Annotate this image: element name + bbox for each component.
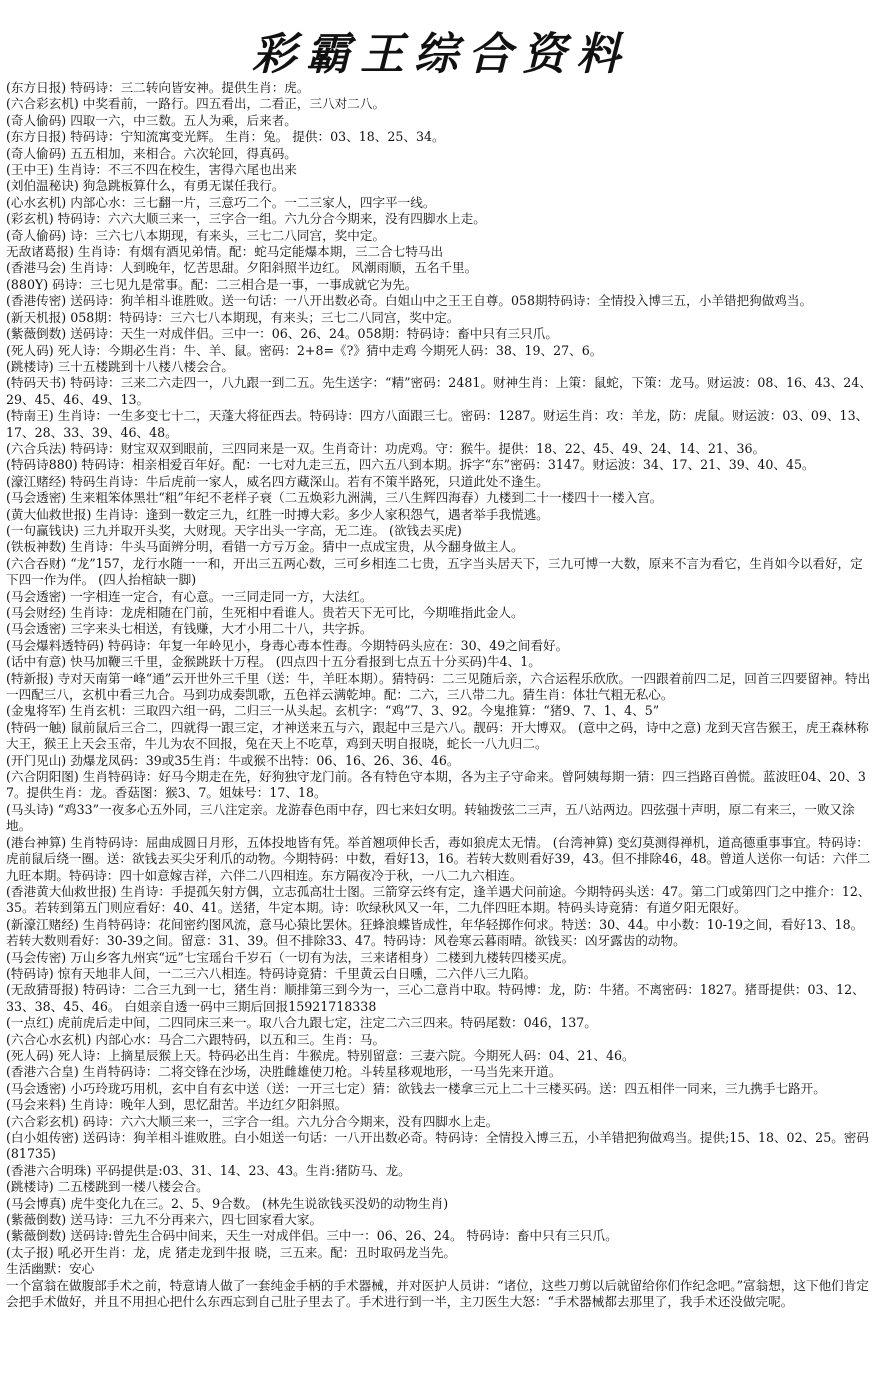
tip-line: (香港六合皇) 生肖特码诗：二将交锋在沙场，决胜雌雄使刀枪。斗转星移观地形，一马当先来开道。 [6, 1064, 562, 1080]
tip-line: (跳楼诗) 二五楼跳到一楼八楼会合。 [6, 1179, 209, 1195]
tip-line: (马会透密) 一字相连一定合，有心意。一三同走同一方，大法红。 [6, 588, 373, 604]
tip-line: 无敌诸葛报) 生肖诗：有烟有酒见弟情。配：蛇马定能爆本期，三二合七特马出 [6, 244, 444, 260]
tip-line: (心水玄机) 内部心水：三七翻一片，三意巧二个。一二三家人，四字平一线。 [6, 194, 436, 210]
tip-line: (马会透密) 三字来头七相送，有钱赚，大才小用二十八，共字拆。 [6, 621, 373, 637]
tip-line: (六合彩玄机) 中奖看前，一路行。四五看出，二看正，三八对二八。 [6, 96, 386, 112]
tip-line: (彩玄机) 特码诗：六六大顺三来一，三字合一组。六九分合今期来，没有四脚水上走。 [6, 211, 486, 227]
tip-line: (马会透密) 小巧玲珑巧用机，玄中自有玄中送（送：一开三七定）猜：欲钱去一楼拿三元上二十三楼买码。送：四五相伴一同来，三九携手七路开。 [6, 1080, 826, 1096]
tip-line: (新天机报) 058期：特码诗：三六七八本期现，有来头；三七二八同宫，奖中定。 [6, 309, 460, 325]
tip-line: (马头诗) “鸡33”一夜多心五外同，三八注定亲。龙游春色雨中存，四七来妇女明。转轴拨弦二三声，五八站两边。四弦强十声明，原二有来三，一败又涂地。 [6, 801, 855, 834]
tip-line: (六合彩玄机) 码诗：六六大顺三来一，三字合一组。六九分合今期来，没有四脚水上走。 [6, 1113, 499, 1129]
tip-line: (马会来料) 生肖诗：晚年人到，思忆甜苦。半边红夕阳斜照。 [6, 1097, 348, 1113]
tip-line: (六合兵法) 特码诗：财宝双双到眼前，三四同来是一双。生肖奇计：功虎鸡。守：猴牛。提供：18、22、45、49、24、14、21、36。 [6, 440, 766, 456]
tip-line: (紫薇倒数) 送马诗：三九不分再来六，四七回家看大家。 [6, 1212, 323, 1228]
tip-line: (濠江赌经) 特码生肖诗：牛后虎前一家人，威名四方藏深山。若有不策半路死，只道此处不逢生。 [6, 473, 549, 489]
tip-line: (奇人偷码) 诗：三六七八本期现，有来头，三七二八同宫，奖中定。 [6, 227, 386, 243]
tip-line: (特码天书) 特码诗：三来二六走四一，八九跟一到二五。先生送字：“精”密码：2481。财神生肖：上策：鼠蛇，下策：龙马。财运波：08、16、43、24、29、45、46、49、13。 [6, 375, 872, 407]
tip-line: (马会博真) 虎牛变化九在三。2、5、9合数。 (林先生说欲钱买没奶的动物生肖) [6, 1195, 449, 1211]
tip-line: (一点红) 虎前虎后走中间，二四同床三来一。取八合九跟七定，注定二六三四来。特码尾数：046，137。 [6, 1015, 597, 1031]
tip-line: (东方日报) 特码诗：宁知流寓变光辉。 生肖：兔。 提供：03、18、25、34。 [6, 129, 445, 145]
tip-line: (开门见山) 劲爆龙凤码：39或35生肖：牛或猴不出特：06、16、26、36、46。 [6, 752, 460, 768]
tip-line: (880Y) 码诗：三七见九是常事。配：二三相合是一事，一事成就它为先。 [6, 276, 418, 292]
tip-line: (无敌猜哥报) 特码诗：二合三九到一七，猪生肖：顺排第三到今为一，三心二意肖中取。特码博：龙，防：牛猪。不离密码：1827。猪哥提供：03、12、33、38、45、46。 白姐亲自透一码中三期后回报15921718338 [6, 982, 865, 1014]
tip-line: (跳楼诗) 三十五楼跳到十八楼八楼会合。 [6, 358, 234, 374]
tip-line: (东方日报) 特码诗：三二转向皆安神。提供生肖：虎。 [6, 80, 310, 95]
tip-line: 一个富翁在做腹部手术之前，特意请人做了一套纯金手柄的手术器械，并对医护人员讲：“诸位，这些刀剪以后就留给你们作纪念吧。”富翁想，这下他们肯定会把手术做好，并且不用担心把什么东西忘到自己肚子里去了。手术进行到一半，主刀医生大怒：“手术器械都去那里了，我手术还没做完呢。 [6, 1277, 869, 1310]
tip-line: (六合心水玄机) 内部心水：马合二六跟特码，以五和三。生肖：马。 [6, 1031, 386, 1047]
tip-line: (香港六合明珠) 平码提供是:03、31、14、23、43。生肖:猪防马、龙。 [6, 1162, 411, 1178]
tip-line: (特新报) 寺对天南第一峰“通”云开世外三千里（送：牛，羊旺本期）。猜特码：二三见随后亲，六合运程乐欣欣。一四跟着前四二足，回首三四要留神。特出一四配三八，玄机中看三九合。马到功成奏凯歌，五色祥云满乾坤。配：二六，三八带二九。猜生肖：体壮气粗无私心。 [6, 670, 871, 703]
tip-line: (王中王) 生肖诗：不三不四在校生，害得六尾也出来 [6, 162, 297, 178]
tip-line: (金鬼将军) 生肖玄机：三取四六组一码，二归三一从头起。玄机字：“鸡”7、3、92。今鬼推算：“猪9、7、1、4、5” [6, 703, 660, 719]
page-title: 彩霸王综合资料 [252, 29, 630, 80]
tip-line: 生活幽默：安心 [6, 1261, 95, 1277]
tip-line: (一句赢钱诀) 三九并取开头奖，大财现。天字出头一字高，无二连。 (欲钱去买虎) [6, 522, 462, 538]
tip-line: (奇人偷码) 五五相加，来相合。六次轮回，得真码。 [6, 145, 297, 161]
tip-line: (死人码) 死人诗：今期必生肖：牛、羊、鼠。密码：2+8=《?》猜中走鸡 今期死人码：38、19、27、6。 [6, 342, 603, 358]
tip-line: (香港黄大仙救世报) 生肖诗：手提孤矢射方偶，立志孤高壮士图。三箭穿云终有定，逢羊遇犬问前途。今期特码头送：47。第二门或第四门之中推介：12、35。若转到第五门则应看好：40、41。送猪，牛定本期。诗：吹绿秋风又一年，二九伴四旺本期。特码头诗竟猜：有道夕阳无限好。 [6, 883, 871, 916]
tip-line: (太子报) 吼必开生肖：龙，虎 猪走龙到牛报 晓，三五来。配：丑时取码龙当先。 [6, 1244, 457, 1260]
tip-line: (马会爆料透特码) 特码诗：年复一年岭见小，身毒心毒本性毒。今期特码头应在：30、49之间看好。 [6, 637, 569, 653]
tips-list [6, 80, 872, 1310]
tip-line: (白小姐传密) 送码诗：狗羊相斗谁败胜。白小姐送一句话：一八开出数必奇。特码诗：全情投入博三五，小羊错把狗做鸡当。提供;15、18、02、25。密码(81735) [6, 1130, 869, 1162]
tip-line: (特码诗) 惊有天地非人间，一二三六八相连。特码诗竟猜：千里黄云白日曛，二六伴八三九陷。 [6, 965, 537, 981]
tip-line: (话中有意) 快马加鞭三千里，金猴跳跃十万程。 (四点四十五分看报到七点五十分买码)牛4、1。 [6, 654, 541, 670]
tip-line: (死人码) 死人诗：上摘星辰猴上天。特码必出生肖：牛猴虎。特别留意：三妻六院。今期死人码：04、21、46。 [6, 1047, 635, 1063]
tip-line: (特南王) 生肖诗：一生多变七十二，天蓬大将征西去。特码诗：四方八面跟三七。密码：1287。财运生肖：攻：羊龙，防：虎鼠。财运波：03、09、13、17、28、33、39、46、48。 [6, 408, 869, 440]
tip-line: (特码诗880) 特码诗：相亲相爱百年好。配：一七对九走三五，四六五八到本期。拆字“东”密码：3147。财运波：34、17、21、39、40、45。 [6, 457, 815, 473]
tip-line: (港台神算) 生肖特码诗：屈曲成圆日月形，五体投地皆有凭。举首翘项伸长舌，毒如狼虎太无情。 (台湾神算) 变幻莫测得禅机，道高德重事事宜。特码诗：虎前鼠后绕一圈。送：欲钱去买尖牙利爪的动物。今期特码：中数，看好13，16。若转大数则看好39，43。但不排除46，48。曾道人送你一句话：六伴二九旺本期。特码诗：四十如意嫁吉祥，六伴二八四相连。东方隔夜冷于秋，一八二九六相连。 [6, 834, 871, 883]
tip-line: (马会传密) 万山乡客九州宾“远”七宝瑶台千岁石（一切有为法，三来诸相身）二楼到九楼转四楼买虎。 [6, 949, 575, 965]
tip-line: (刘伯温秘诀) 狗急跳板算什么，有勇无谋任我行。 [6, 178, 285, 194]
tip-line: (香港马会) 生肖诗：人到晚年，忆苦思甜。夕阳斜照半边红。 风潮雨顺，五名千里。 [6, 260, 478, 276]
tip-line: (马会财经) 生肖诗：龙虎相随在门前，生死相中看谁人。贵若天下无可比，今期唯指此金人。 [6, 605, 524, 620]
tip-line: (奇人偷码) 四取一六，中三数。五人为乘，后来者。 [6, 112, 297, 128]
tip-line: (六合阴阳图) 生肖特码诗：好马今期走在先，好狗独守龙门前。各有特色守本期，各为主子守命来。曾阿姨每期一猜：四三挡路百兽慌。蓝波旺04、20、37。提供生肖：龙。香菇图：猴3、7。姐妹号：17、18。 [6, 769, 866, 801]
tip-line: (六合吞财) “龙”157，龙行水随一一和，开出三五两心数，三可乡相连二七贵，五字当头居天下，三九可博一大数，原来不言为看它，生肖如今以看好，定下四一作为伴。 (四人抬棺缺一脚) [6, 555, 863, 588]
tip-line: (紫薇倒数) 送码诗:曾先生合码中间来，天生一对成伴侣。三中一：06、26、24。 特码诗：畜中只有三只爪。 [6, 1228, 618, 1244]
tip-line: (紫薇倒数) 送码诗：天生一对成伴侣。三中一：06、26、24。058期：特码诗：畜中只有三只爪。 [6, 326, 558, 342]
tip-line: (黄大仙救世报) 生肖诗：逢到一数定三九，红胜一时搏大彩。多少人家积怨气，遇者举手我慌逃。 [6, 506, 549, 522]
tip-line: (香港传密) 送码诗：狗羊相斗谁胜败。送一句话：一八开出数必奇。白姐山中之王王自尊。058期特码诗：全情投入博三五，小羊错把狗做鸡当。 [6, 293, 813, 309]
tip-line: (特码一触) 鼠前鼠后三合二，四就得一跟三定，才神送来五与六，跟起中三是六八。靓码：开大博双。 (意中之码，诗中之意) 龙到天宫告猴王，虎王森林称大王，猴王上天会玉帝，牛儿为农不回报，兔在天上不吃草，鸡到天明自报晓，蛇长一八九归二。 [6, 719, 869, 752]
tip-line: (马会透密) 生来粗笨体黑壮“粗”年纪不老样子衰（二五焕彩九洲满，三八生辉四海春）九楼到二十一楼四十一楼入宫。 [6, 490, 663, 506]
tip-line: (铁板神数) 生肖诗：牛头马面辨分明，看错一方亏万金。猜中一点成宝贵，从今翻身做主人。 [6, 539, 524, 555]
tip-line: (新濠江赌经) 生肖特码诗：花间密约图风流，意马心猿比罢休。狂蜂浪蝶皆成性，年华轻掷作何求。特送：30、44。中小数：10-19之间，看好13、18。若转大数则看好：30-39之间。留意：31、39。但不排除33、47。特码诗：风卷寒云暮雨晴。欲钱买：凶牙露齿的动物。 [6, 916, 864, 949]
